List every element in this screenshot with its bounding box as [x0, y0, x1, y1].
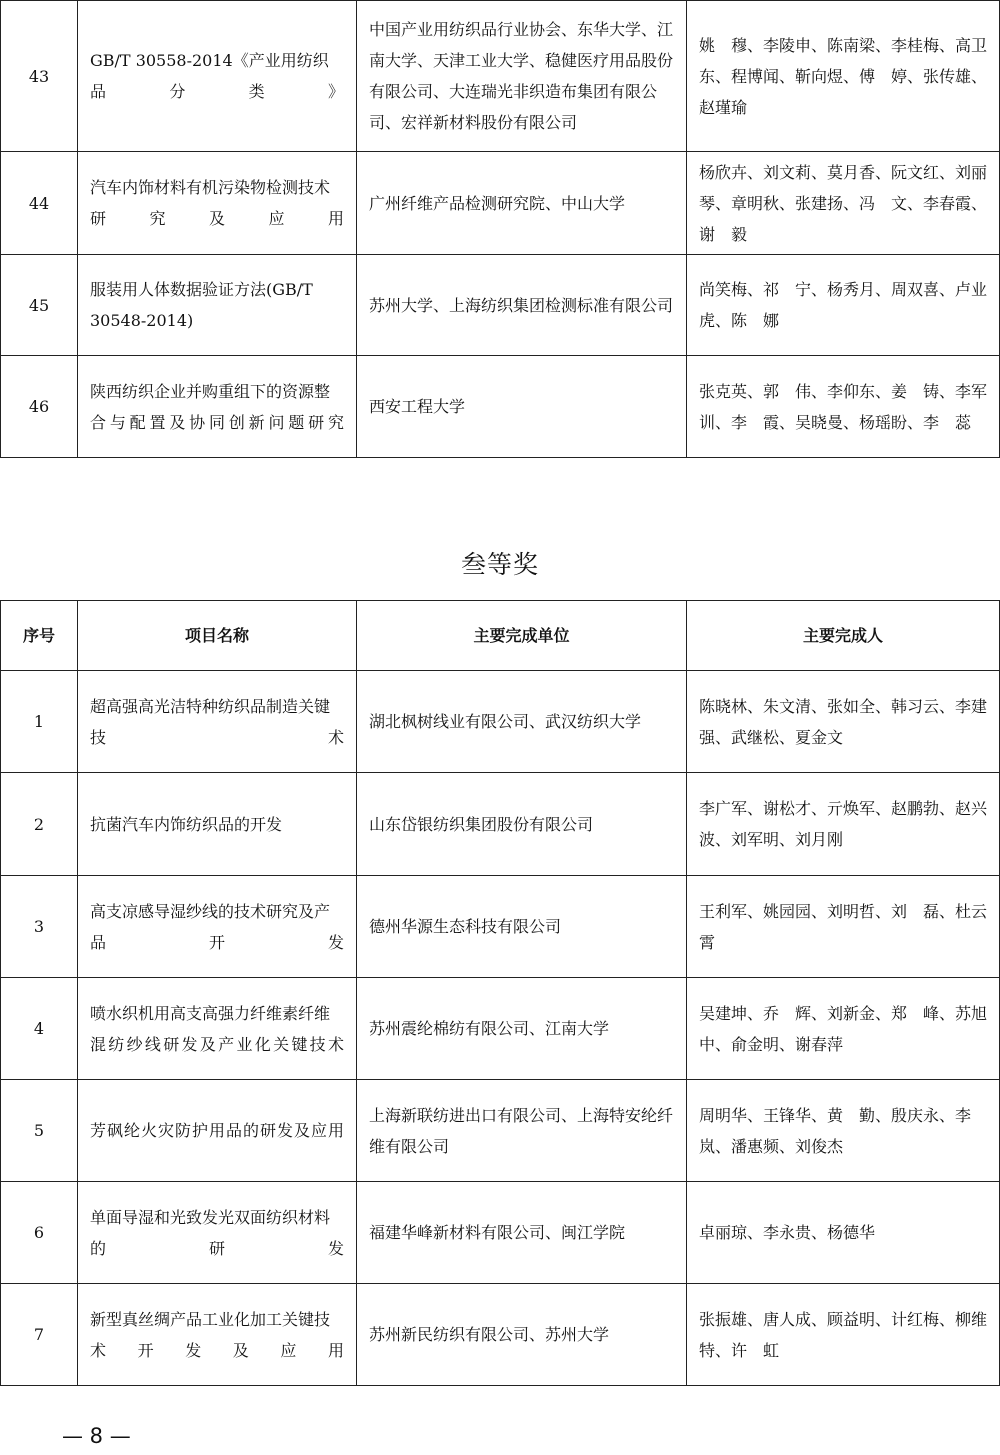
completion-units: 苏州大学、上海纺织集团检测标准有限公司 [357, 255, 687, 356]
header-project-name: 项目名称 [78, 601, 357, 671]
row-number: 6 [1, 1182, 78, 1284]
completion-people: 卓丽琼、李永贵、杨德华 [687, 1182, 1000, 1284]
completion-people: 张克英、郭 伟、李仰东、姜 铸、李军训、李 霞、吴晓曼、杨瑶盼、李 蕊 [687, 356, 1000, 458]
row-number: 5 [1, 1080, 78, 1182]
completion-units: 福建华峰新材料有限公司、闽江学院 [357, 1182, 687, 1284]
project-name: 喷水织机用高支高强力纤维素纤维混纺纱线研发及产业化关键技术 [78, 978, 357, 1080]
project-name: 新型真丝绸产品工业化加工关键技术开发及应用 [78, 1284, 357, 1386]
project-name: 抗菌汽车内饰纺织品的开发 [78, 773, 357, 876]
project-name: 芳砜纶火灾防护用品的研发及应用 [78, 1080, 357, 1182]
project-name: 服装用人体数据验证方法(GB/T 30548-2014) [78, 255, 357, 356]
completion-units: 苏州震纶棉纺有限公司、江南大学 [357, 978, 687, 1080]
row-number: 45 [1, 255, 78, 356]
completion-people: 尚笑梅、祁 宁、杨秀月、周双喜、卢业虎、陈 娜 [687, 255, 1000, 356]
completion-people: 陈晓林、朱文清、张如全、韩习云、李建强、武继松、夏金文 [687, 671, 1000, 773]
header-people: 主要完成人 [687, 601, 1000, 671]
completion-units: 中国产业用纺织品行业协会、东华大学、江南大学、天津工业大学、稳健医疗用品股份有限公司、大连瑞光非织造布集团有限公司、宏祥新材料股份有限公司 [357, 1, 687, 152]
row-number: 4 [1, 978, 78, 1080]
completion-units: 德州华源生态科技有限公司 [357, 876, 687, 978]
table-row [1, 1284, 1000, 1386]
table-row [1, 255, 1000, 356]
project-name: 汽车内饰材料有机污染物检测技术研究及应用 [78, 152, 357, 255]
completion-units: 上海新联纺进出口有限公司、上海特安纶纤维有限公司 [357, 1080, 687, 1182]
completion-units: 苏州新民纺织有限公司、苏州大学 [357, 1284, 687, 1386]
table-row [1, 356, 1000, 458]
table-header-row [1, 601, 1000, 671]
row-number: 46 [1, 356, 78, 458]
completion-people: 吴建坤、乔 辉、刘新金、郑 峰、苏旭中、俞金明、谢春萍 [687, 978, 1000, 1080]
completion-units: 广州纤维产品检测研究院、中山大学 [357, 152, 687, 255]
completion-units: 西安工程大学 [357, 356, 687, 458]
project-name: 单面导湿和光致发光双面纺织材料的研发 [78, 1182, 357, 1284]
completion-units: 山东岱银纺织集团股份有限公司 [357, 773, 687, 876]
completion-people: 姚 穆、李陵申、陈南梁、李桂梅、高卫东、程博闻、靳向煜、傅 婷、张传雄、赵瑾瑜 [687, 1, 1000, 152]
completion-people: 李广军、谢松才、亓焕军、赵鹏勃、赵兴波、刘军明、刘月刚 [687, 773, 1000, 876]
completion-people: 杨欣卉、刘文莉、莫月香、阮文红、刘丽琴、章明秋、张建扬、冯 文、李春霞、谢 毅 [687, 152, 1000, 255]
row-number: 43 [1, 1, 78, 152]
completion-people: 王利军、姚园园、刘明哲、刘 磊、杜云霄 [687, 876, 1000, 978]
header-units: 主要完成单位 [357, 601, 687, 671]
row-number: 44 [1, 152, 78, 255]
table-row [1, 1080, 1000, 1182]
header-number: 序号 [1, 601, 78, 671]
completion-people: 周明华、王锋华、黄 勤、殷庆永、李 岚、潘惠频、刘俊杰 [687, 1080, 1000, 1182]
page-number: — 8 — [62, 1424, 131, 1448]
project-name: GB/T 30558-2014《产业用纺织品分类》 [78, 1, 357, 152]
table-row [1, 876, 1000, 978]
row-number: 7 [1, 1284, 78, 1386]
award-table-continued [0, 0, 1000, 458]
table-row [1, 978, 1000, 1080]
table-row [1, 671, 1000, 773]
row-number: 3 [1, 876, 78, 978]
third-prize-table [0, 600, 1000, 1386]
project-name: 陕西纺织企业并购重组下的资源整合与配置及协同创新问题研究 [78, 356, 357, 458]
table-row [1, 773, 1000, 876]
section-title: 叁等奖 [460, 550, 539, 579]
table-row [1, 1, 1000, 152]
project-name: 高支凉感导湿纱线的技术研究及产品开发 [78, 876, 357, 978]
table-row [1, 152, 1000, 255]
project-name: 超高强高光洁特种纺织品制造关键技术 [78, 671, 357, 773]
row-number: 1 [1, 671, 78, 773]
table-row [1, 1182, 1000, 1284]
completion-units: 湖北枫树线业有限公司、武汉纺织大学 [357, 671, 687, 773]
row-number: 2 [1, 773, 78, 876]
completion-people: 张振雄、唐人成、顾益明、计红梅、柳维特、许 虹 [687, 1284, 1000, 1386]
